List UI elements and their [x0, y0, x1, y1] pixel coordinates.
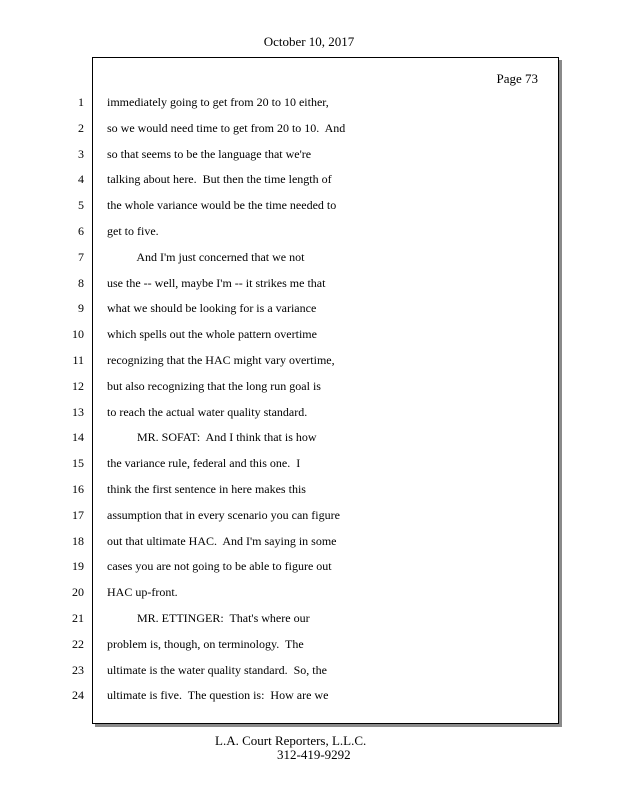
line-number: 12 [72, 378, 84, 393]
line-number: 9 [78, 301, 84, 316]
line-number: 3 [78, 146, 84, 161]
line-number: 7 [78, 249, 84, 264]
line-number: 14 [72, 430, 84, 445]
footer-phone: 312-419-9292 [277, 747, 351, 762]
transcript-line: to reach the actual water quality standard. [107, 404, 308, 419]
transcript-line: out that ultimate HAC. And I'm saying in some [107, 533, 337, 548]
transcript-line: assumption that in every scenario you can figure [107, 507, 340, 522]
transcript-line: what we should be looking for is a variance [107, 301, 317, 316]
line-number: 10 [72, 327, 84, 342]
line-number: 8 [78, 275, 84, 290]
transcript-line: which spells out the whole pattern overtime [107, 327, 317, 342]
line-number: 22 [72, 636, 84, 651]
transcript-line: but also recognizing that the long run goal is [107, 378, 321, 393]
transcript-line: immediately going to get from 20 to 10 either, [107, 95, 329, 109]
line-number: 6 [78, 223, 84, 238]
transcript-line: so that seems to be the language that we're [107, 146, 312, 161]
line-number: 11 [72, 352, 84, 367]
transcript-line: cases you are not going to be able to figure out [107, 559, 332, 574]
line-number: 2 [78, 120, 84, 135]
line-number: 18 [72, 533, 84, 548]
transcript-line: HAC up-front. [107, 585, 178, 600]
transcript-line: And I'm just concerned that we not [107, 249, 305, 264]
line-number: 19 [72, 559, 84, 574]
line-number: 17 [72, 507, 84, 522]
line-number: 4 [78, 172, 84, 187]
line-number: 21 [72, 610, 84, 625]
line-number-column [54, 93, 84, 712]
transcript-line: use the -- well, maybe I'm -- it strikes me that [107, 275, 326, 290]
header-date: October 10, 2017 [263, 34, 355, 49]
transcript-line: so we would need time to get from 20 to 10. And [107, 120, 346, 135]
line-number: 1 [78, 95, 84, 109]
line-number: 20 [72, 585, 84, 600]
footer-company: L.A. Court Reporters, L.L.C. [215, 733, 367, 748]
transcript-line: get to five. [107, 223, 159, 238]
line-number: 13 [72, 404, 84, 419]
transcript-line: recognizing that the HAC might vary overtime, [107, 352, 335, 367]
transcript-line: problem is, though, on terminology. The [107, 636, 304, 651]
transcript-line: MR. ETTINGER: That's where our [107, 610, 310, 625]
transcript-line: MR. SOFAT: And I think that is how [107, 430, 317, 445]
page-number: Page 73 [496, 71, 538, 86]
transcript-text-column [107, 93, 547, 712]
line-number: 15 [72, 456, 84, 471]
transcript-line: ultimate is five. The question is: How are we [107, 688, 329, 703]
line-number: 23 [72, 662, 84, 677]
line-number: 5 [78, 198, 84, 213]
transcript-line: the whole variance would be the time needed to [107, 198, 337, 213]
line-number: 24 [72, 688, 84, 703]
line-number: 16 [72, 481, 84, 496]
transcript-line: talking about here. But then the time length of [107, 172, 332, 187]
transcript-line: ultimate is the water quality standard. So, the [107, 662, 327, 677]
transcript-line: think the first sentence in here makes this [107, 481, 306, 496]
transcript-line: the variance rule, federal and this one. I [107, 456, 301, 471]
